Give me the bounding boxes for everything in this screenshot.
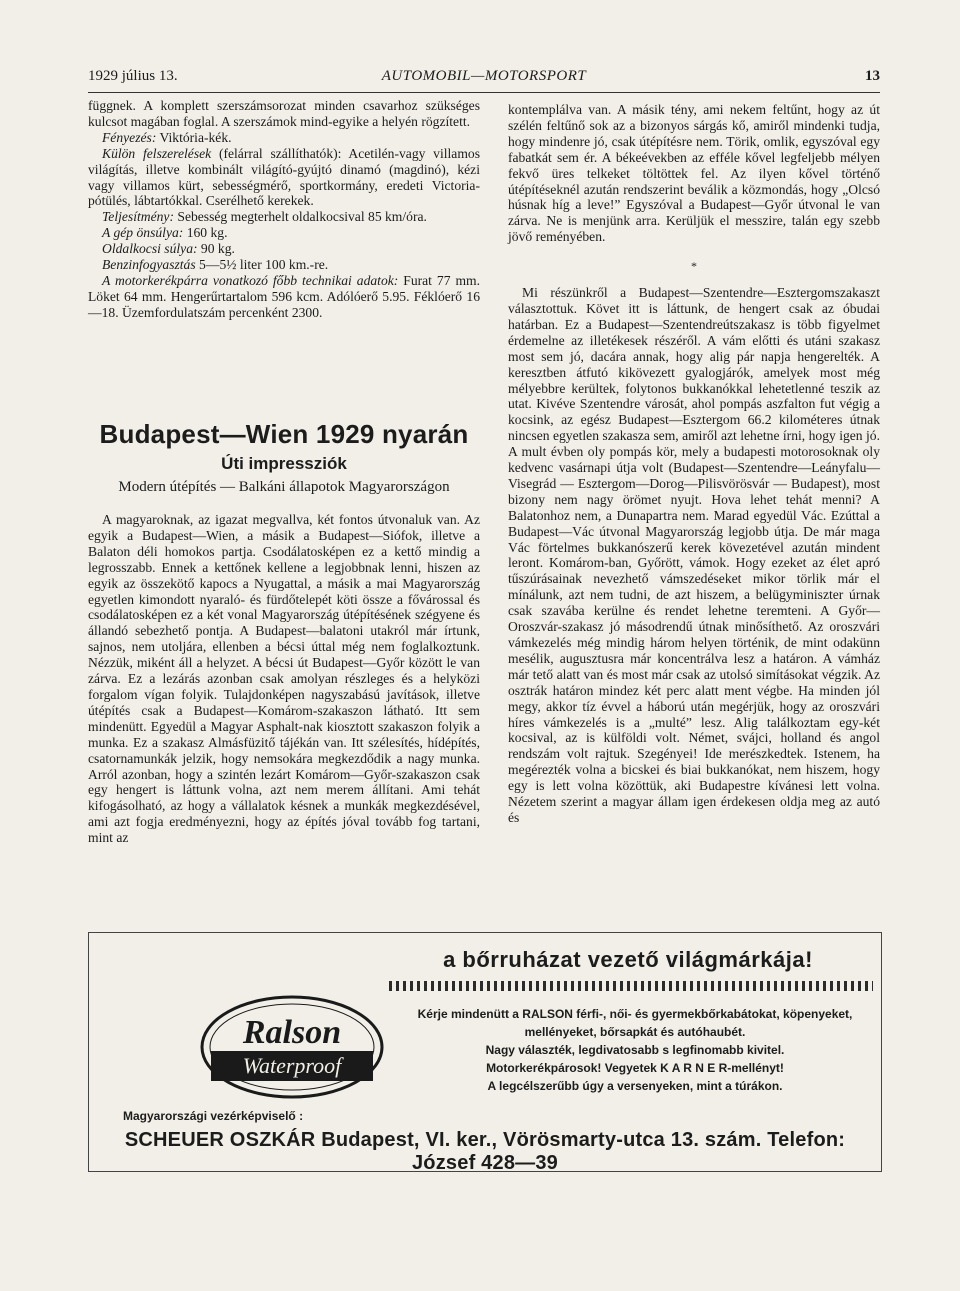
article-body-left: A magyaroknak, az igazat megvallva, két fontos útvonaluk van. Az egyik a Budapest—Wien, a másik a Budapest—Siófok, illetve a Balaton déli homokos partja. Csodálatosképen ez a kettő mindig a legrosszabb. Ennek a kettőnek kellene a legjobbnak lenni, hiszen az egyik az összekötő kapocs a Nyugattal, a másik a mai Magyarország egyetlen kimondott nyaraló- és fürdőtelepét köti össze a fővárossal és csodálatosképen ez a két vonal Magyarország útépítésének szégyene és állandó sebezhető pontja. A Budapest—balatoni utakról már írtunk, sajnos, nem utoljára, ellenben a bécsi úttal még nem foglalkoztunk. Nézzük, miként áll a helyzet. A bécsi út Budapest—Győr között le van zárva. Ez a lezárás azonban csak amolyan részleges és a helyközi forgalom vígan folyik. Tulajdonképen nagyszabású javítások, illetve útépítés csak a Budapest—Komárom-szakaszon látható. Itt sem mindenütt. Egyedül a Magyar Asphalt-nak kiosztott szakaszon folyik a munka. Ez a szakasz Almásfüzitő tájékán van. Itt szélesítés, hídépítés, csatornamunkák jelzik, hogy nemsokára megkezdődik a nagy munka. Arról azonban, hogy a szintén lezárt Komárom—Győr-szakaszon csak egy hengert is láttunk volna, azt nem merem állítani. Ami tehát kifogásolható, az hogy a vállalatok késnek a munkák megkezdésével, ami azt fogja eredményezni, hogy az építés jóval tovább fog tartani, mint az [88, 512, 480, 846]
ad-line-2: Nagy választék, legdivatosabb s legfinomabb kivitel. [485, 1043, 785, 1057]
section-separator: * [691, 259, 697, 274]
ad-line-1: Kérje mindenütt a RALSON férfi-, női- és gyermekbőrkabátokat, köpenyeket, mellényeket, bőrsapkát és autóhaubét. [417, 1007, 853, 1039]
publication-title: AUTOMOBIL—MOTORSPORT [381, 68, 587, 84]
article-body-right-1: kontemplálva van. A másik tény, ami nekem feltűnt, hogy az út szélén feltűnő sok az a bizonyos sárgás kő, amiről mindenki tudja, hogy mindenre jó, csak útépítésre nem. Törik, omlik, egyszóval egy fabatkát sem ér. A békeévekben az efféle kővel legfeljebb mélyen fekvő üres telkeket töltöttek fel. Az ilyen kővel történő útépítéseknél azután rendszerint beválik a közmondás, hogy „Olcsó húsnak híg a leve!” Egyszóval a Budapest—Győr útvonal le van zárva. Ne is menjünk arra. Kerüljük el messzire, talán egy szebb jövő reményében. [508, 102, 880, 245]
ad-line-4: A legcélszerűbb úgy a versenyeken, mint a túrákon. [487, 1079, 783, 1093]
ad-slogan: a bőrruházat vezető világmárkája! [443, 947, 813, 972]
header-rule [88, 92, 880, 93]
logo-wordmark-bottom: Waterproof [242, 1053, 342, 1078]
spec-performance: Teljesítmény: Sebesség megterhelt oldalkocsival 85 km/óra. [102, 209, 427, 225]
ad-line-3: Motorkerékpárosok! Vegyetek K A R N E R-mellényt! [486, 1061, 784, 1075]
ad-copy [405, 1005, 865, 1095]
page-number: 13 [865, 68, 880, 84]
spec-technical: A motorkerékpárra vonatkozó főbb technikai adatok: Furat 77 mm. Löket 64 mm. Hengerűrtartalom 596 kcm. Adólóerő 5.95. Féklóerő 16—18. Üzemfordulatszám percenként 2300. [88, 272, 480, 320]
left-column-article [88, 512, 480, 846]
logo-wordmark-top: Ralson [242, 1014, 342, 1051]
spec-continuation: függnek. A komplett szerszámsorozat minden csavarhoz szükséges kulcsot magában foglal. A szerszámok mind-egyike a helyén rögzített. [88, 98, 480, 129]
spec-paint: Fényezés: Viktória-kék. [102, 129, 232, 145]
spec-extras: Külön felszerelések (felárral szállíthatók): Acetilén-vagy villamos világítás, illetve kombinált világító-gyújtó dinamó (magdinó), kézi vagy villamos kürt, sebességmérő, sportkormány, eredeti Victoria-pótülés, lábtartókkal. Cserélhető kerekek. [88, 145, 480, 209]
ralson-advertisement [88, 932, 882, 1172]
right-column [508, 102, 880, 826]
ad-hatch-decoration [389, 981, 873, 991]
ad-contact-line: SCHEUER OSZKÁR Budapest, VI. ker., Vörösmarty-utca 13. szám. Telefon: József 428—39 [124, 1129, 846, 1174]
issue-date: 1929 július 13. [88, 68, 178, 84]
spec-sidecar-weight: Oldalkocsi súlya: 90 kg. [102, 241, 235, 257]
article-subtitle: Úti impressziók [221, 454, 347, 473]
left-column-top [88, 98, 480, 321]
spec-fuel: Benzinfogyasztás 5—5½ liter 100 km.-re. [102, 257, 329, 273]
ralson-logo [197, 991, 387, 1101]
article-headline-block [88, 418, 480, 496]
article-deck: Modern útépítés — Balkáni állapotok Magyarországon [118, 479, 450, 495]
page-header [88, 68, 880, 96]
article-body-right-2: Mi részünkről a Budapest—Szentendre—Esztergomszakaszt választottuk. Követ itt is láttunk, de hengert csak az óbudai határban. Ez a Budapest—Szentendreútszakasz is több figyelmet érdemelne az illetékesek részéről. A vám előtti és utáni szakasz most sem jó, dacára annak, hogy alig pár napja hengerelték. A keresztben átfutó kikövezett gyalogjárók, amelyek most még mélyebbre kerültek, folytonos bukkanókkal lehetetlenné teszik az utat. Kivéve Szentendre városát, ahol pompás aszfalton fut végig a kocsink, az egész Budapest—Esztergom 66.2 kilométeres útnak nincsen egyetlen szakasza sem, amiről azt lehetne írni, hogy igen jó. A mult évben oly pompás kör, mely a budapesti motorosoknak oly kedvenc vasárnapi útja volt (Budapest—Szentendre—Leányfalu—Visegrád — Esztergom—Dorog—Pilisvörösvár — Budapest), most bizony nem nagy örömet nyujt. Hova lehet tehát menni? A Balatonhoz nem, a Dunapartra nem. Marad egyedül Vác. Ezúttal a Budapest—Vác útvonal Magyarország legjobb útja. De már maga Vác förtelmes bukkanószerű kerek kövezetével azután mindent leront. Komárom-ban, Győrött, vámok. Hogy ezeket az élet apró tűszúrásainak nevezhető vámszedéseket mikor törlik már el mínálunk, azt nem tudni, de azt hiszem, a belügyminiszter úrnak csak szavába kerülne és rendet lehetne teremteni. A Győr—Oroszvár-szakasz jó másodrendű útnak minősíthető. Az oroszvári vámkezelés még mindig három helyen történik, de mint odakünn mesélik, augusztusra már koncentrálva lesz a határon. A vámház már tető alatt van és most már csak az utolsó simításokat végzik. Az osztrák határon mindez két perc alatt ment végbe. Ha minden jól megy, akkor tíz évvel a háború után megérjük, hogy az oroszvári híres vámkezelés is a „multé” lesz. Alig találkoztam egy-két kocsival, az is külföldi volt. Német, svájci, holland és angol rendszám volt rajtuk. Szegényei! Ide merészkedtek. Istenem, ha megérezték volna a bicskei és biai bukkanókat, nem hiszem, hogy egy is lett volna közöttük, aki Budapestre kívánesi lett volna. Nézetem szerint a magyar állam igen érdekesen oldja meg az autó és [508, 285, 880, 825]
spec-weight: A gép önsúlya: 160 kg. [102, 225, 228, 241]
ad-representative-label: Magyarországi vezérképviselő : [123, 1109, 304, 1123]
article-headline: Budapest—Wien 1929 nyarán [99, 419, 469, 449]
